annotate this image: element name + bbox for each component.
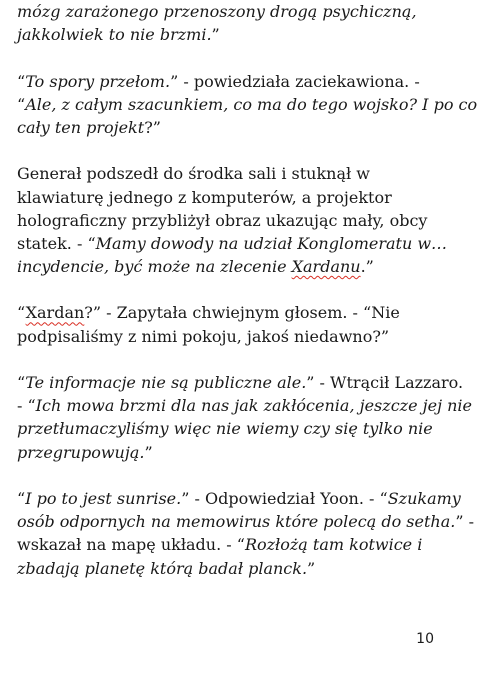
text-run: ?” xyxy=(144,117,161,137)
text-run: jakkolwiek to nie brzmi. xyxy=(17,25,212,45)
text-line xyxy=(17,186,447,209)
paragraph-spacer xyxy=(17,139,447,162)
text-run: “ xyxy=(17,303,26,323)
text-run: incydencie, być może na zlecenie xyxy=(17,257,292,277)
text-run: ?” - Zapytała chwiejnym głosem. - “Nie xyxy=(84,303,400,323)
text-run: cały ten projekt xyxy=(17,117,145,137)
text-line xyxy=(17,325,447,348)
text-run: To spory przełom. xyxy=(25,71,171,91)
text-run: “ xyxy=(17,488,26,508)
paragraph-spacer xyxy=(17,348,447,371)
paragraph-spacer xyxy=(17,46,447,69)
misspelled-word: Xardanu xyxy=(291,257,361,277)
text-run: Ich mowa brzmi dla nas jak zakłócenia, jeszcze jej nie xyxy=(35,396,472,416)
paragraph xyxy=(17,487,475,580)
text-run: - “ xyxy=(17,396,36,416)
text-line xyxy=(17,209,447,232)
text-run: podpisaliśmy z nimi pokoju, jakoś niedawno?” xyxy=(17,326,390,346)
text-run: przegrupowują. xyxy=(17,442,145,462)
text-run: przetłumaczyliśmy więc nie wiemy czy się tylko nie xyxy=(17,419,433,439)
page-number: 10 xyxy=(416,631,434,647)
paragraph xyxy=(17,162,447,278)
text-run: ” - Odpowiedział Yoon. - “ xyxy=(181,488,388,508)
text-run: Rozłożą tam kotwice i xyxy=(244,535,423,555)
paragraph xyxy=(17,70,477,140)
text-run: holograficzny przybliżył obraz ukazując mały, obcy xyxy=(17,210,428,230)
paragraph-spacer xyxy=(17,464,447,487)
text-run: mózg zarażonego przenoszony drogą psychiczną, xyxy=(17,2,417,21)
text-line xyxy=(17,394,472,417)
text-run: ” xyxy=(307,558,316,578)
text-run: zbadają planetę którą badał planck. xyxy=(17,558,308,578)
paragraph xyxy=(17,0,447,46)
text-run: Generał podszedł do środka sali i stuknął w xyxy=(17,164,370,184)
text-line xyxy=(17,557,447,580)
text-line xyxy=(17,0,447,23)
text-line xyxy=(17,487,461,510)
text-run: Szukamy xyxy=(387,488,461,508)
text-line xyxy=(17,533,447,556)
text-run: I po to jest sunrise. xyxy=(25,488,182,508)
text-run: Te informacje nie są publiczne ale. xyxy=(25,373,307,392)
text-run: “ xyxy=(17,373,26,392)
text-line xyxy=(17,162,447,185)
text-run: ” - xyxy=(455,512,475,532)
text-run: .” xyxy=(360,257,374,277)
document-body xyxy=(17,0,477,580)
text-line xyxy=(17,116,447,139)
text-run: klawiaturę jednego z komputerów, a projektor xyxy=(17,187,392,207)
text-line xyxy=(17,417,447,440)
text-run: Ale, z całym szacunkiem, co ma do tego wojsko? I po co xyxy=(25,94,477,114)
text-line xyxy=(17,232,447,255)
text-run: osób odpornych na memowirus które polecą do setha. xyxy=(17,512,456,532)
text-run: “ xyxy=(17,71,26,91)
text-run: ” xyxy=(144,442,153,462)
text-run: ” - powiedziała zaciekawiona. - xyxy=(170,71,420,91)
text-line xyxy=(17,93,477,116)
text-run: statek. - “ xyxy=(17,233,96,253)
text-run: ” - Wtrącił Lazzaro. xyxy=(306,373,464,392)
text-line xyxy=(17,371,464,394)
text-line xyxy=(17,510,475,533)
text-line xyxy=(17,23,447,46)
text-line xyxy=(17,255,447,278)
misspelled-word: Xardan xyxy=(25,303,85,323)
paragraph xyxy=(17,301,447,347)
paragraph-spacer xyxy=(17,278,447,301)
text-line xyxy=(17,301,447,324)
text-line xyxy=(17,70,447,93)
text-run: ” xyxy=(211,25,220,45)
text-run: Mamy dowody na udział Konglomeratu w… xyxy=(95,233,448,253)
text-run: “ xyxy=(17,94,26,114)
text-run: wskazał na mapę układu. - “ xyxy=(17,535,245,555)
text-line xyxy=(17,441,447,464)
paragraph xyxy=(17,371,472,464)
